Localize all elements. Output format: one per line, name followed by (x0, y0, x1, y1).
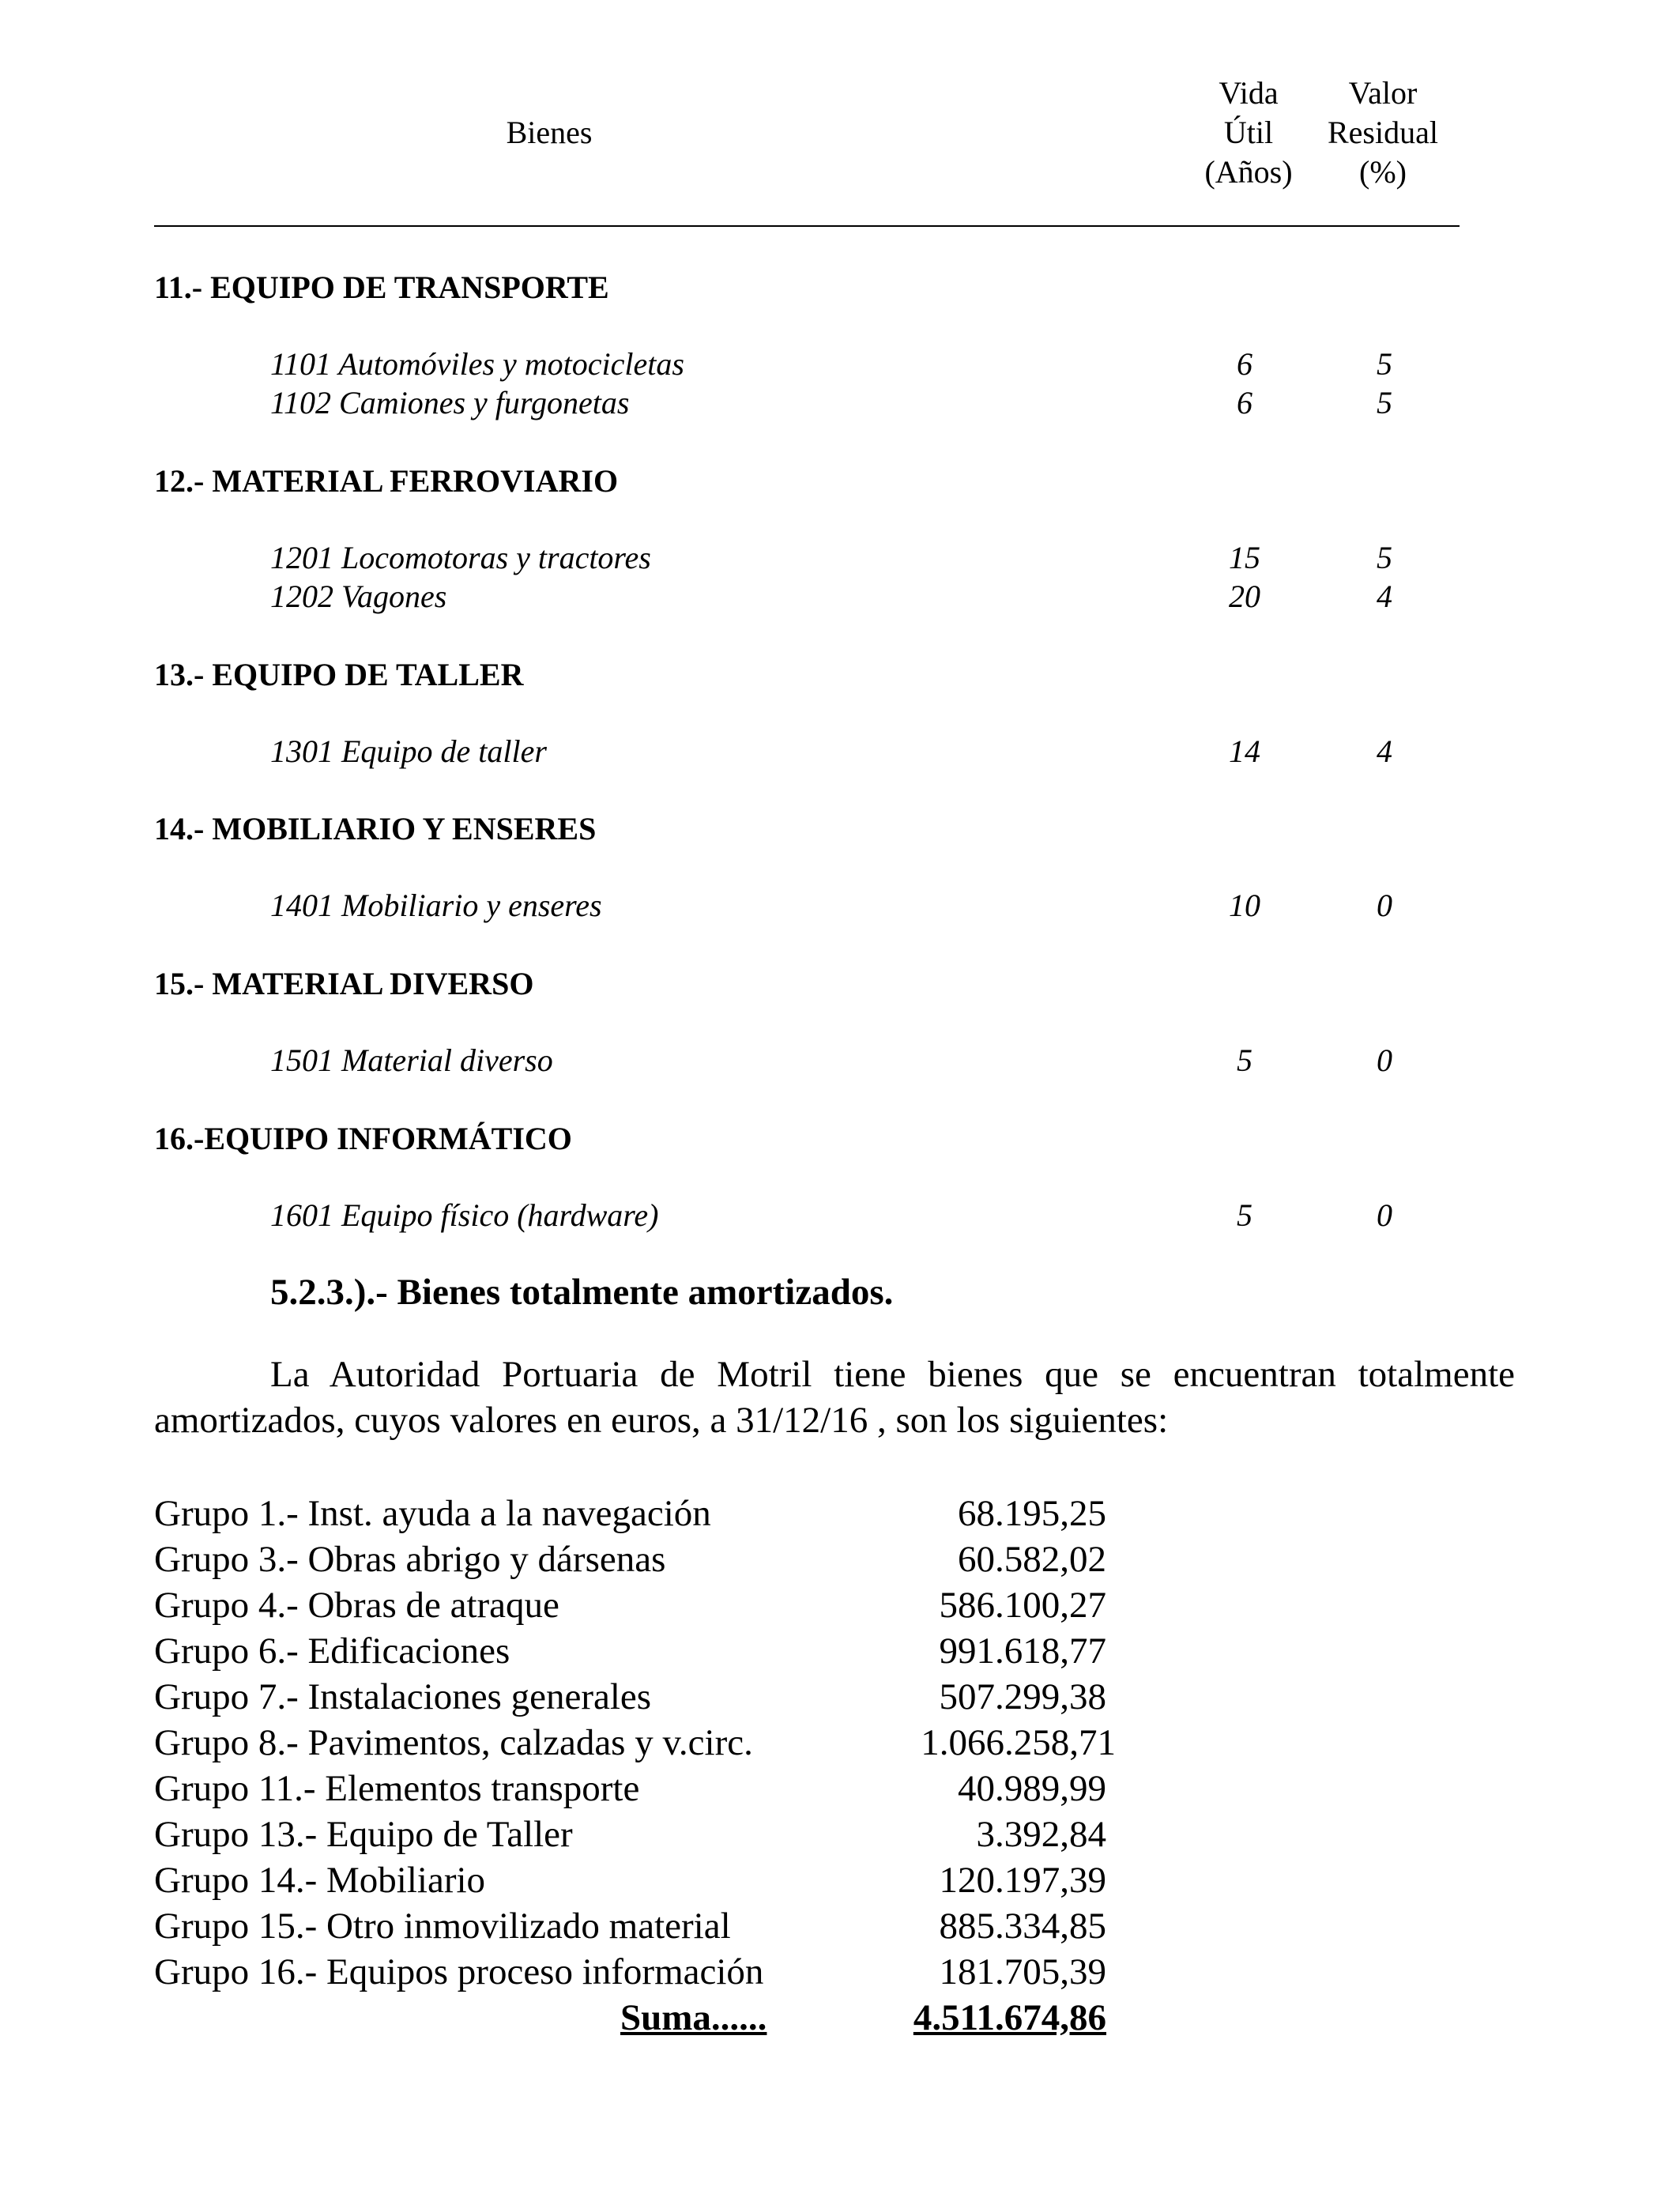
vida-1102: 6 (1237, 385, 1252, 420)
vida-1501: 5 (1237, 1042, 1252, 1078)
group-label: Grupo 7.- Instalaciones generales (154, 1676, 652, 1717)
valor-1501: 0 (1377, 1042, 1392, 1078)
vida-1401: 10 (1229, 888, 1260, 923)
section-title-13: 13.- EQUIPO DE TALLER (154, 657, 524, 692)
group-value: 120.197,39 (939, 1860, 1106, 1901)
group-label: Grupo 8.- Pavimentos, calzadas y v.circ. (154, 1722, 753, 1763)
group-label: Grupo 11.- Elementos transporte (154, 1768, 640, 1809)
valor-1601: 0 (1377, 1197, 1392, 1233)
group-value: 507.299,38 (939, 1676, 1106, 1717)
group-value: 181.705,39 (939, 1951, 1106, 1992)
vida-1301: 14 (1229, 733, 1260, 769)
subsection-title: 5.2.3.).- Bienes totalmente amortizados. (270, 1272, 894, 1313)
group-value: 3.392,84 (976, 1814, 1106, 1855)
header-valor-line1: Valor (1348, 75, 1418, 111)
item-1301: 1301 Equipo de taller (270, 733, 547, 769)
item-1401: 1401 Mobiliario y enseres (270, 888, 602, 923)
group-label: Grupo 3.- Obras abrigo y dársenas (154, 1539, 666, 1580)
group-label: Grupo 6.- Edificaciones (154, 1630, 510, 1672)
valor-1301: 4 (1377, 733, 1392, 769)
header-vida-line1: Vida (1219, 75, 1279, 111)
group-label: Grupo 1.- Inst. ayuda a la navegación (154, 1493, 711, 1534)
group-value: 60.582,02 (958, 1539, 1106, 1580)
valor-1102: 5 (1377, 385, 1392, 420)
group-label: Grupo 13.- Equipo de Taller (154, 1814, 573, 1855)
header-vida-line2: Útil (1223, 115, 1274, 150)
group-value: 991.618,77 (939, 1630, 1106, 1672)
item-1501: 1501 Material diverso (270, 1042, 553, 1078)
section-title-14: 14.- MOBILIARIO Y ENSERES (154, 811, 597, 846)
paragraph-line2: amortizados, cuyos valores en euros, a 31/12/16 , son los siguientes: (154, 1400, 1169, 1441)
valor-1101: 5 (1377, 346, 1392, 382)
group-value: 68.195,25 (958, 1493, 1106, 1534)
total-value: 4.511.674,86 (913, 1997, 1106, 2038)
header-vida-line3: (Años) (1204, 154, 1293, 190)
total-label: Suma...... (620, 1997, 767, 2038)
item-1101: 1101 Automóviles y motocicletas (270, 346, 684, 382)
vida-1101: 6 (1237, 346, 1252, 382)
valor-1201: 5 (1377, 540, 1392, 575)
group-value: 40.989,99 (958, 1768, 1106, 1809)
header-rule (154, 225, 1460, 227)
item-1202: 1202 Vagones (270, 579, 447, 614)
header-bienes: Bienes (506, 115, 593, 150)
valor-1202: 4 (1377, 579, 1392, 614)
vida-1601: 5 (1237, 1197, 1252, 1233)
section-title-12: 12.- MATERIAL FERROVIARIO (154, 463, 619, 499)
group-value: 885.334,85 (939, 1906, 1106, 1947)
valor-1401: 0 (1377, 888, 1392, 923)
group-value: 586.100,27 (939, 1585, 1106, 1626)
item-1201: 1201 Locomotoras y tractores (270, 540, 651, 575)
vida-1202: 20 (1229, 579, 1260, 614)
paragraph-line1: La Autoridad Portuaria de Motril tiene bienes que se encuentran totalmente (270, 1354, 1515, 1395)
section-title-16: 16.-EQUIPO INFORMÁTICO (154, 1121, 572, 1156)
item-1601: 1601 Equipo físico (hardware) (270, 1197, 659, 1233)
section-title-11: 11.- EQUIPO DE TRANSPORTE (154, 270, 609, 305)
group-label: Grupo 15.- Otro inmovilizado material (154, 1906, 731, 1947)
header-valor-line2: Residual (1328, 115, 1438, 150)
group-value: 1.066.258,71 (921, 1722, 1116, 1763)
item-1102: 1102 Camiones y furgonetas (270, 385, 630, 420)
group-label: Grupo 4.- Obras de atraque (154, 1585, 559, 1626)
section-title-15: 15.- MATERIAL DIVERSO (154, 966, 534, 1001)
vida-1201: 15 (1229, 540, 1260, 575)
header-valor-line3: (%) (1359, 154, 1407, 190)
group-label: Grupo 16.- Equipos proceso información (154, 1951, 764, 1992)
group-label: Grupo 14.- Mobiliario (154, 1860, 486, 1901)
